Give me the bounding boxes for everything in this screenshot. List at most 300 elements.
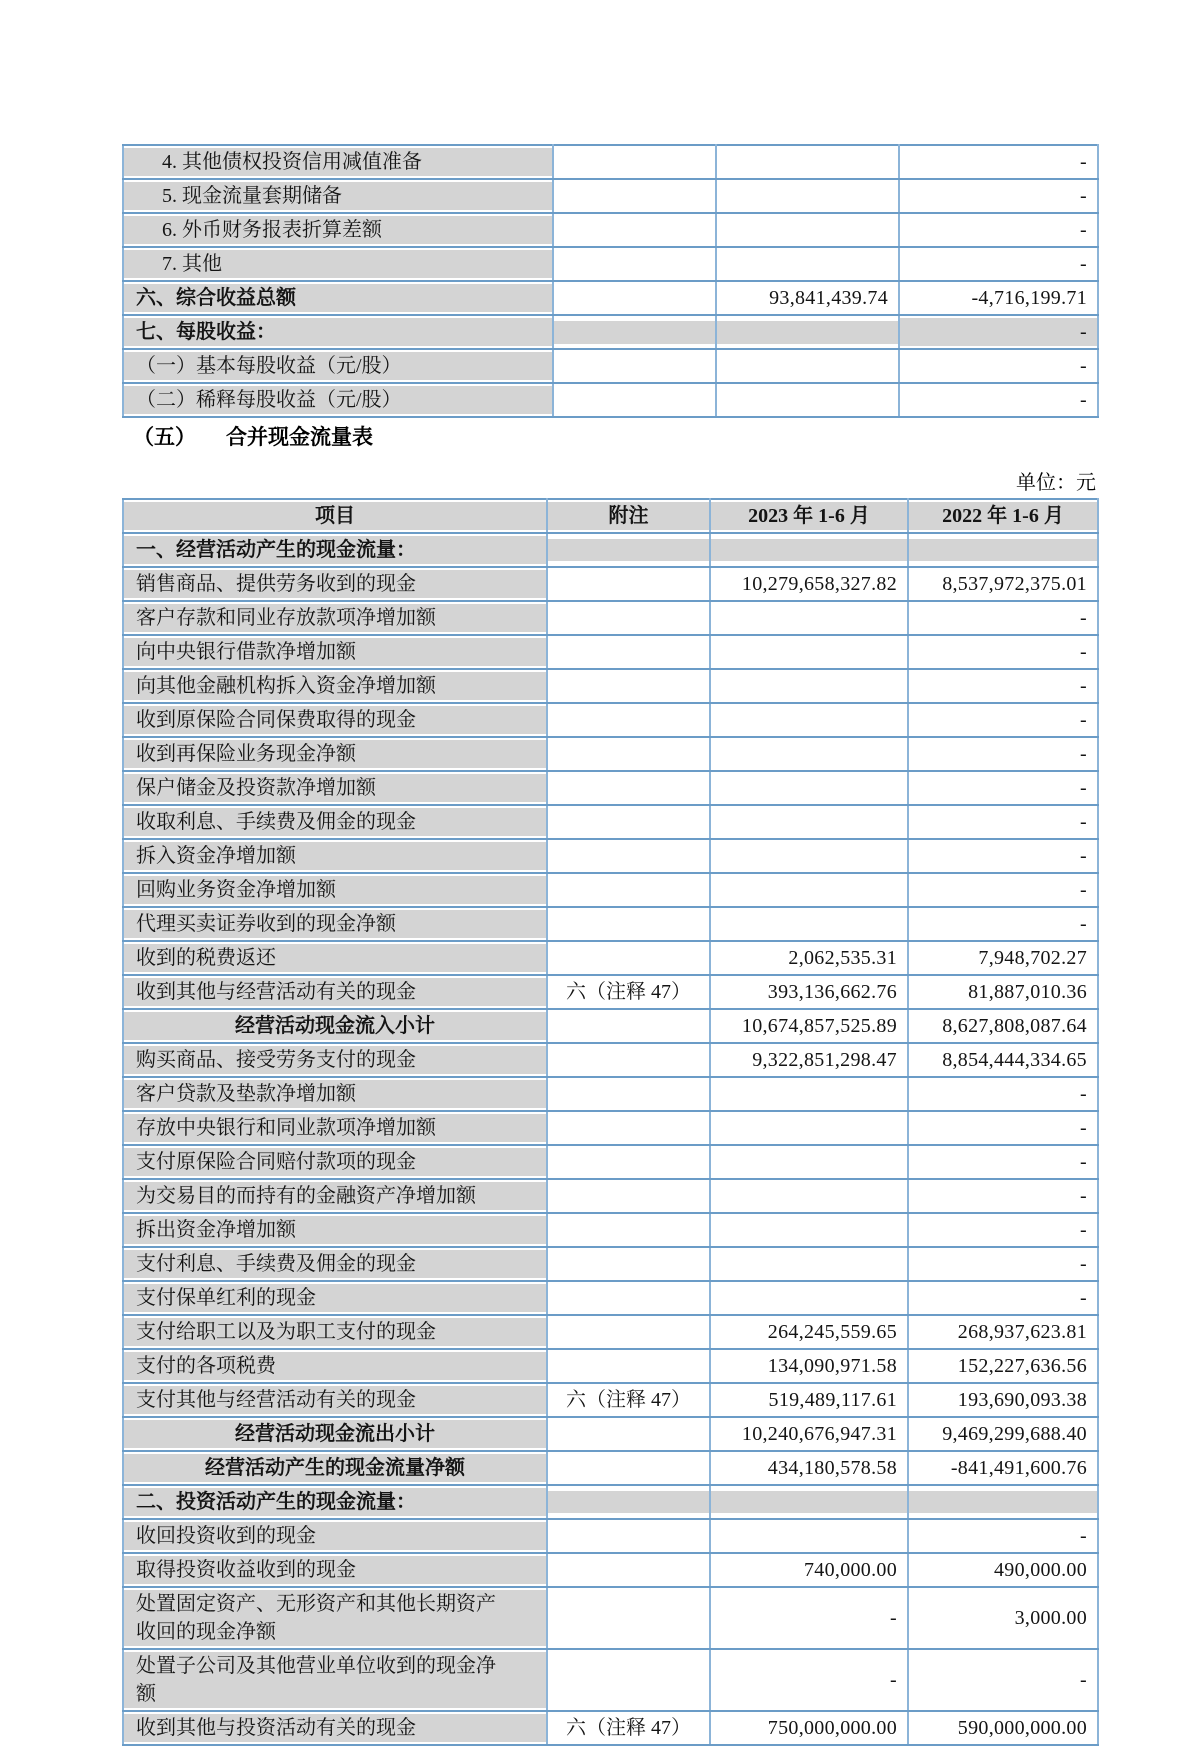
table-row — [123, 1145, 1098, 1179]
item-cell — [123, 1383, 547, 1417]
value-2022-cell — [908, 533, 1098, 567]
item-cell — [123, 1247, 547, 1281]
table-row — [123, 669, 1098, 703]
table-row — [123, 1179, 1098, 1213]
note-cell — [547, 1649, 710, 1711]
value-2022-cell — [908, 1383, 1098, 1417]
note-cell-text — [548, 1423, 709, 1445]
note-cell-text — [548, 675, 709, 697]
item-cell — [123, 1281, 547, 1315]
value-2023-cell — [710, 975, 908, 1009]
note-cell-text — [548, 1559, 709, 1581]
note-cell — [547, 1711, 710, 1745]
value-2022-cell — [908, 771, 1098, 805]
item-cell-text: 收到其他与经营活动有关的现金 — [124, 978, 546, 1006]
value-2022-cell-text: - — [1080, 777, 1087, 799]
value-2023-cell — [710, 1485, 908, 1519]
value-2022-cell — [899, 315, 1098, 349]
value-2022-cell-text: - — [900, 318, 1097, 346]
note-cell — [547, 839, 710, 873]
item-cell — [123, 601, 547, 635]
section-title: 合并现金流量表 — [226, 426, 373, 449]
value-2023-cell-text — [711, 1117, 907, 1139]
note-cell — [547, 1349, 710, 1383]
value-2023-cell-text: 264,245,559.65 — [767, 1321, 897, 1343]
cash-flow-statement-table — [122, 498, 1099, 1746]
header-2023-label: 2023 年 1-6 月 — [711, 502, 907, 530]
item-cell-text: 销售商品、提供劳务收到的现金 — [124, 570, 546, 598]
note-cell — [547, 1383, 710, 1417]
item-cell-text: 经营活动产生的现金流量净额 — [124, 1454, 546, 1482]
table-row — [123, 349, 1098, 383]
note-cell-text — [548, 607, 709, 629]
value-2023-cell-text: 434,180,578.58 — [767, 1457, 897, 1479]
value-2023-cell — [710, 1451, 908, 1485]
value-2023-cell — [710, 1009, 908, 1043]
note-cell-text — [554, 185, 715, 208]
value-2022-cell — [908, 1553, 1098, 1587]
value-2023-cell — [710, 1649, 908, 1711]
header-2022-label: 2022 年 1-6 月 — [909, 502, 1097, 530]
value-2022-cell-text: - — [1080, 1287, 1087, 1309]
value-2023-cell — [710, 1281, 908, 1315]
table-row — [123, 601, 1098, 635]
value-2022-cell — [908, 941, 1098, 975]
value-2022-cell-text: - — [1080, 1669, 1087, 1691]
value-2023-cell-text — [711, 641, 907, 663]
table-row — [123, 1485, 1098, 1519]
note-cell — [547, 975, 710, 1009]
value-2022-cell — [908, 805, 1098, 839]
note-cell-text: 六（注释 47） — [566, 1717, 691, 1739]
value-2022-cell-text: - — [1080, 879, 1087, 901]
value-2022-cell — [908, 975, 1098, 1009]
note-cell-text — [548, 641, 709, 663]
item-cell — [123, 1349, 547, 1383]
table-row — [123, 145, 1098, 179]
value-2023-cell — [710, 1077, 908, 1111]
item-cell — [123, 1485, 547, 1519]
header-2023-cell — [710, 499, 908, 533]
table-row — [123, 1417, 1098, 1451]
table-row — [123, 1383, 1098, 1417]
item-cell — [123, 567, 547, 601]
item-cell-text: 保户储金及投资款净增加额 — [124, 774, 546, 802]
note-cell — [547, 669, 710, 703]
note-cell — [547, 1553, 710, 1587]
table-row — [123, 975, 1098, 1009]
note-cell-text — [548, 1015, 709, 1037]
value-2022-cell — [908, 1417, 1098, 1451]
value-2023-cell — [710, 873, 908, 907]
note-cell — [547, 1417, 710, 1451]
note-cell — [547, 1077, 710, 1111]
value-2023-cell — [710, 1553, 908, 1587]
table-row — [123, 1553, 1098, 1587]
note-cell-text — [548, 709, 709, 731]
item-cell — [123, 383, 553, 417]
value-2023-cell-text — [711, 1287, 907, 1309]
value-2022-cell-text: - — [1080, 709, 1087, 731]
note-cell-text — [548, 1083, 709, 1105]
item-cell-text: 收到再保险业务现金净额 — [124, 740, 546, 768]
value-2022-cell — [908, 1587, 1098, 1649]
item-cell — [123, 669, 547, 703]
value-2023-cell-text: - — [890, 1607, 897, 1629]
item-cell-text: （二）稀释每股收益（元/股） — [124, 386, 552, 414]
note-cell — [553, 247, 716, 281]
item-cell — [123, 533, 547, 567]
value-2022-cell-text — [909, 539, 1097, 561]
value-2022-cell-text: 8,627,808,087.64 — [942, 1015, 1087, 1037]
note-cell — [553, 349, 716, 383]
value-2023-cell-text — [711, 607, 907, 629]
table-row — [123, 1281, 1098, 1315]
item-cell-text: 向中央银行借款净增加额 — [124, 638, 546, 666]
value-2022-cell-text: 3,000.00 — [1014, 1607, 1087, 1629]
value-2023-cell — [716, 315, 899, 349]
item-cell-text: 购买商品、接受劳务支付的现金 — [124, 1046, 546, 1074]
item-cell — [123, 1179, 547, 1213]
value-2022-cell — [908, 669, 1098, 703]
item-cell — [123, 145, 553, 179]
value-2022-cell — [908, 567, 1098, 601]
note-cell — [547, 567, 710, 601]
table-row — [123, 1043, 1098, 1077]
table-row — [123, 1711, 1098, 1745]
value-2022-cell — [908, 1349, 1098, 1383]
value-2022-cell — [908, 737, 1098, 771]
value-2023-cell — [710, 1179, 908, 1213]
note-cell-text — [548, 811, 709, 833]
value-2022-cell — [908, 1145, 1098, 1179]
note-cell — [553, 179, 716, 213]
item-cell — [123, 247, 553, 281]
table-row — [123, 737, 1098, 771]
note-cell-text — [548, 845, 709, 867]
value-2023-cell-text — [711, 777, 907, 799]
note-cell — [553, 281, 716, 315]
item-cell — [123, 839, 547, 873]
table-row — [123, 839, 1098, 873]
value-2022-cell — [908, 1247, 1098, 1281]
item-cell-text: 二、投资活动产生的现金流量： — [124, 1488, 546, 1516]
value-2022-cell — [908, 1213, 1098, 1247]
value-2022-cell — [899, 179, 1098, 213]
value-2023-cell — [716, 247, 899, 281]
value-2023-cell — [710, 1247, 908, 1281]
value-2023-cell — [710, 1315, 908, 1349]
value-2023-cell-text — [717, 185, 898, 208]
value-2023-cell — [710, 703, 908, 737]
header-item-cell — [123, 499, 547, 533]
note-cell-text: 六（注释 47） — [566, 1389, 691, 1411]
table-row — [123, 873, 1098, 907]
note-cell-text — [548, 1590, 709, 1646]
item-cell-text: 5. 现金流量套期储备 — [124, 182, 552, 210]
note-cell — [547, 635, 710, 669]
value-2022-cell — [908, 1009, 1098, 1043]
note-cell — [547, 1451, 710, 1485]
item-cell — [123, 1009, 547, 1043]
item-cell-text: 7. 其他 — [124, 250, 552, 278]
value-2023-cell-text — [711, 675, 907, 697]
table-row — [123, 1009, 1098, 1043]
table-row — [123, 567, 1098, 601]
value-2022-cell-text: - — [1080, 1219, 1087, 1241]
note-cell-text — [548, 539, 709, 561]
value-2023-cell-text — [711, 913, 907, 935]
value-2022-cell-text: 9,469,299,688.40 — [942, 1423, 1087, 1445]
item-cell-text: 经营活动现金流入小计 — [124, 1012, 546, 1040]
value-2022-cell — [899, 349, 1098, 383]
item-cell — [123, 1711, 547, 1745]
note-cell-text — [554, 219, 715, 242]
note-cell-text — [548, 947, 709, 969]
note-cell-text — [548, 1491, 709, 1513]
table-row — [123, 1111, 1098, 1145]
value-2022-cell-text: -841,491,600.76 — [950, 1457, 1087, 1479]
value-2023-cell-text — [711, 743, 907, 765]
item-cell-text: 回购业务资金净增加额 — [124, 876, 546, 904]
value-2022-cell-text: 268,937,623.81 — [957, 1321, 1087, 1343]
table-row — [123, 281, 1098, 315]
table-row — [123, 1315, 1098, 1349]
value-2022-cell-text: - — [1080, 641, 1087, 663]
value-2023-cell-text: 10,674,857,525.89 — [741, 1015, 897, 1037]
header-2022-cell — [908, 499, 1098, 533]
item-cell-text: 处置固定资产、无形资产和其他长期资产收回的现金净额 — [124, 1590, 546, 1646]
value-2023-cell — [710, 567, 908, 601]
table-header — [123, 499, 1098, 533]
section-number: （五） — [133, 426, 196, 449]
item-cell-text: 收到原保险合同保费取得的现金 — [124, 706, 546, 734]
note-cell-text — [554, 355, 715, 378]
value-2023-cell — [716, 145, 899, 179]
note-cell-text — [548, 1321, 709, 1343]
comprehensive-income-table — [122, 144, 1099, 418]
value-2022-cell — [899, 247, 1098, 281]
table-row — [123, 1587, 1098, 1649]
value-2023-cell — [710, 1145, 908, 1179]
item-cell-text: 代理买卖证券收到的现金净额 — [124, 910, 546, 938]
note-cell — [553, 145, 716, 179]
value-2022-cell — [908, 1111, 1098, 1145]
value-2022-cell-text: 8,854,444,334.65 — [942, 1049, 1087, 1071]
value-2023-cell — [716, 179, 899, 213]
item-cell — [123, 1213, 547, 1247]
item-cell-text: 支付的各项税费 — [124, 1352, 546, 1380]
item-cell — [123, 1587, 547, 1649]
table-row — [123, 315, 1098, 349]
table-row — [123, 805, 1098, 839]
value-2022-cell-text: - — [1080, 1151, 1087, 1173]
value-2022-cell — [908, 873, 1098, 907]
item-cell — [123, 1043, 547, 1077]
note-cell-text — [548, 1253, 709, 1275]
item-cell-text: 为交易目的而持有的金融资产净增加额 — [124, 1182, 546, 1210]
value-2022-cell — [908, 1711, 1098, 1745]
value-2023-cell-text — [711, 1185, 907, 1207]
value-2022-cell — [908, 1077, 1098, 1111]
item-cell-text: 支付其他与经营活动有关的现金 — [124, 1386, 546, 1414]
value-2023-cell — [716, 281, 899, 315]
item-cell-text: 经营活动现金流出小计 — [124, 1420, 546, 1448]
table-row — [123, 179, 1098, 213]
value-2023-cell-text — [711, 709, 907, 731]
value-2022-cell-text: 193,690,093.38 — [957, 1389, 1087, 1411]
item-cell — [123, 1417, 547, 1451]
table-row — [123, 533, 1098, 567]
value-2023-cell — [710, 941, 908, 975]
item-cell — [123, 1145, 547, 1179]
table-row — [123, 1451, 1098, 1485]
section-heading — [133, 421, 373, 451]
item-cell — [123, 907, 547, 941]
table-body — [123, 145, 1098, 417]
note-cell — [547, 941, 710, 975]
value-2022-cell-text: - — [1080, 1117, 1087, 1139]
value-2023-cell-text — [711, 1151, 907, 1173]
value-2023-cell-text: 134,090,971.58 — [767, 1355, 897, 1377]
note-cell-text — [554, 287, 715, 310]
item-cell-text: 支付保单红利的现金 — [124, 1284, 546, 1312]
note-cell-text — [548, 1457, 709, 1479]
note-cell — [553, 383, 716, 417]
item-cell — [123, 771, 547, 805]
value-2022-cell-text: - — [1080, 1185, 1087, 1207]
header-row — [123, 499, 1098, 533]
value-2022-cell — [899, 213, 1098, 247]
value-2023-cell — [710, 737, 908, 771]
value-2022-cell — [908, 1179, 1098, 1213]
note-cell-text: 六（注释 47） — [566, 981, 691, 1003]
item-cell — [123, 1649, 547, 1711]
item-cell — [123, 179, 553, 213]
item-cell — [123, 315, 553, 349]
note-cell — [547, 533, 710, 567]
value-2022-cell-text: 8,537,972,375.01 — [942, 573, 1087, 595]
value-2022-cell-text: 81,887,010.36 — [968, 981, 1087, 1003]
item-cell — [123, 941, 547, 975]
value-2022-cell — [899, 383, 1098, 417]
value-2022-cell — [908, 839, 1098, 873]
note-cell — [547, 771, 710, 805]
note-cell — [547, 1281, 710, 1315]
note-cell-text — [548, 573, 709, 595]
item-cell-text: 支付原保险合同赔付款项的现金 — [124, 1148, 546, 1176]
note-cell-text — [548, 1117, 709, 1139]
item-cell-text: 收到其他与投资活动有关的现金 — [124, 1714, 546, 1742]
value-2023-cell — [710, 1349, 908, 1383]
note-cell — [553, 213, 716, 247]
note-cell — [547, 1009, 710, 1043]
note-cell — [547, 1485, 710, 1519]
value-2022-cell — [908, 1485, 1098, 1519]
value-2022-cell — [899, 145, 1098, 179]
value-2022-cell-text: - — [1080, 355, 1087, 377]
note-cell — [547, 737, 710, 771]
value-2023-cell-text: 10,240,676,947.31 — [741, 1423, 897, 1445]
item-cell — [123, 873, 547, 907]
table-row — [123, 635, 1098, 669]
note-cell — [547, 703, 710, 737]
value-2023-cell — [710, 1213, 908, 1247]
value-2023-cell-text — [711, 539, 907, 561]
table-row — [123, 1247, 1098, 1281]
value-2022-cell-text: - — [1080, 151, 1087, 173]
item-cell-text: 收取利息、手续费及佣金的现金 — [124, 808, 546, 836]
table-body — [123, 533, 1098, 1745]
value-2023-cell — [716, 213, 899, 247]
value-2023-cell — [710, 533, 908, 567]
value-2023-cell — [710, 1711, 908, 1745]
note-cell — [547, 907, 710, 941]
note-cell — [547, 1111, 710, 1145]
note-cell-text — [548, 1219, 709, 1241]
value-2023-cell-text — [717, 219, 898, 242]
note-cell-text — [554, 321, 715, 344]
item-cell-text: 收到的税费返还 — [124, 944, 546, 972]
note-cell-text — [548, 913, 709, 935]
value-2023-cell-text — [711, 1491, 907, 1513]
table-row — [123, 247, 1098, 281]
value-2022-cell-text: - — [1080, 845, 1087, 867]
value-2022-cell — [908, 1043, 1098, 1077]
item-cell — [123, 703, 547, 737]
value-2023-cell-text: 9,322,851,298.47 — [752, 1049, 897, 1071]
table-row — [123, 703, 1098, 737]
note-cell-text — [548, 1151, 709, 1173]
value-2022-cell-text: - — [1080, 811, 1087, 833]
value-2022-cell — [908, 1315, 1098, 1349]
value-2023-cell — [716, 383, 899, 417]
table-row — [123, 771, 1098, 805]
table-row — [123, 1649, 1098, 1711]
note-cell-text — [554, 389, 715, 412]
note-cell — [547, 1519, 710, 1553]
value-2022-cell-text: 7,948,702.27 — [978, 947, 1087, 969]
value-2023-cell — [710, 1587, 908, 1649]
value-2023-cell-text: 393,136,662.76 — [767, 981, 897, 1003]
value-2023-cell-text — [711, 811, 907, 833]
value-2022-cell — [908, 907, 1098, 941]
value-2022-cell-text: -4,716,199.71 — [971, 287, 1087, 309]
value-2022-cell — [908, 601, 1098, 635]
item-cell-text: 支付利息、手续费及佣金的现金 — [124, 1250, 546, 1278]
value-2022-cell — [908, 1519, 1098, 1553]
note-cell — [547, 1247, 710, 1281]
note-cell-text — [548, 1049, 709, 1071]
note-cell-text — [548, 1355, 709, 1377]
value-2023-cell — [710, 1519, 908, 1553]
value-2022-cell — [908, 703, 1098, 737]
note-cell — [547, 1145, 710, 1179]
value-2023-cell-text: 2,062,535.31 — [788, 947, 897, 969]
item-cell-text: 收回投资收到的现金 — [124, 1522, 546, 1550]
value-2023-cell-text: 93,841,439.74 — [769, 287, 888, 309]
item-cell-text: 支付给职工以及为职工支付的现金 — [124, 1318, 546, 1346]
value-2023-cell — [710, 805, 908, 839]
value-2022-cell — [899, 281, 1098, 315]
value-2023-cell — [710, 771, 908, 805]
item-cell — [123, 281, 553, 315]
value-2023-cell-text: - — [890, 1669, 897, 1691]
value-2023-cell-text — [717, 389, 898, 412]
note-cell-text — [548, 1185, 709, 1207]
table-row — [123, 1077, 1098, 1111]
item-cell — [123, 737, 547, 771]
